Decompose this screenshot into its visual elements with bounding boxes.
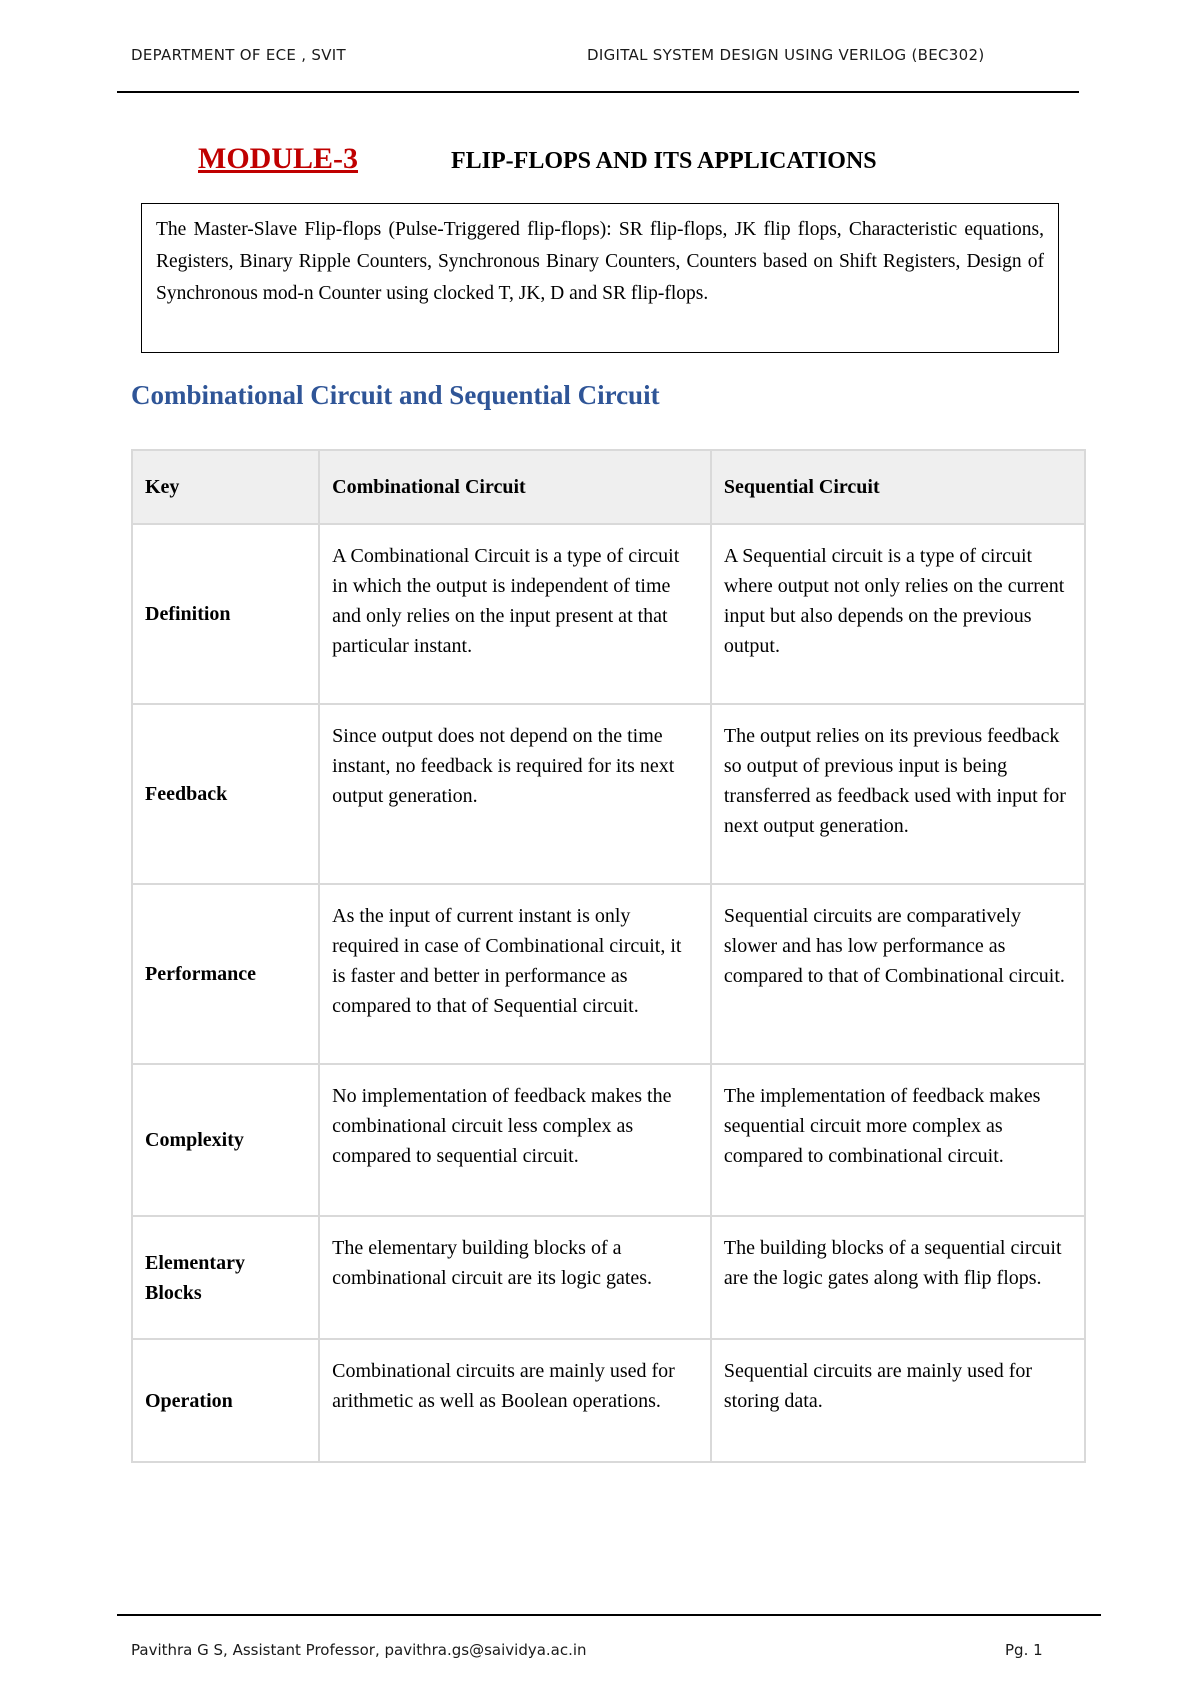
column-header-key: Key xyxy=(132,450,319,524)
row-key: Operation xyxy=(132,1339,319,1462)
module-label: MODULE-3 xyxy=(198,142,358,175)
syllabus-box: The Master-Slave Flip-flops (Pulse-Triggered flip-flops): SR flip-flops, JK flip flops, Characteristic equations, Registers, Binary Ripple Counters, Synchronous Binary Counters, Counters based on Shift Registers, Design of Synchronous mod-n Counter using clocked T, JK, D and SR flip-flops. xyxy=(141,203,1059,353)
header-divider xyxy=(117,91,1079,93)
column-header-combinational: Combinational Circuit xyxy=(319,450,711,524)
row-key: Performance xyxy=(132,884,319,1064)
table-row xyxy=(132,1064,1085,1216)
section-heading: Combinational Circuit and Sequential Circuit xyxy=(131,380,660,410)
comparison-table xyxy=(131,449,1086,1463)
sequential-cell: Sequential circuits are comparatively slower and has low performance as compared to that of Combinational circuit. xyxy=(711,884,1085,1064)
row-key: Feedback xyxy=(132,704,319,884)
column-header-sequential: Sequential Circuit xyxy=(711,450,1085,524)
sequential-cell: The building blocks of a sequential circuit are the logic gates along with flip flops. xyxy=(711,1216,1085,1339)
table-row xyxy=(132,1339,1085,1462)
table-row xyxy=(132,1216,1085,1339)
combinational-cell: The elementary building blocks of a combinational circuit are its logic gates. xyxy=(319,1216,711,1339)
page-number: Pg. 1 xyxy=(1005,1641,1043,1659)
module-title: FLIP-FLOPS AND ITS APPLICATIONS xyxy=(451,148,877,174)
combinational-cell: Combinational circuits are mainly used for arithmetic as well as Boolean operations. xyxy=(319,1339,711,1462)
combinational-cell: Since output does not depend on the time instant, no feedback is required for its next output generation. xyxy=(319,704,711,884)
footer-author: Pavithra G S, Assistant Professor, pavithra.gs@saividya.ac.in xyxy=(131,1641,587,1659)
sequential-cell: A Sequential circuit is a type of circuit where output not only relies on the current input but also depends on the previous output. xyxy=(711,524,1085,704)
combinational-cell: As the input of current instant is only required in case of Combinational circuit, it is faster and better in performance as compared to that of Sequential circuit. xyxy=(319,884,711,1064)
row-key: Complexity xyxy=(132,1064,319,1216)
row-key: Elementary Blocks xyxy=(132,1216,319,1339)
table-row xyxy=(132,884,1085,1064)
table-row xyxy=(132,704,1085,884)
combinational-cell: A Combinational Circuit is a type of circuit in which the output is independent of time and only relies on the input present at that particular instant. xyxy=(319,524,711,704)
row-key: Definition xyxy=(132,524,319,704)
table-header-row xyxy=(132,450,1085,524)
sequential-cell: Sequential circuits are mainly used for storing data. xyxy=(711,1339,1085,1462)
header-department: DEPARTMENT OF ECE , SVIT xyxy=(131,46,346,64)
combinational-cell: No implementation of feedback makes the combinational circuit less complex as compared to sequential circuit. xyxy=(319,1064,711,1216)
footer-divider xyxy=(117,1614,1101,1616)
header-course: DIGITAL SYSTEM DESIGN USING VERILOG (BEC302) xyxy=(587,46,985,64)
sequential-cell: The implementation of feedback makes sequential circuit more complex as compared to combinational circuit. xyxy=(711,1064,1085,1216)
table-row xyxy=(132,524,1085,704)
sequential-cell: The output relies on its previous feedback so output of previous input is being transferred as feedback used with input for next output generation. xyxy=(711,704,1085,884)
